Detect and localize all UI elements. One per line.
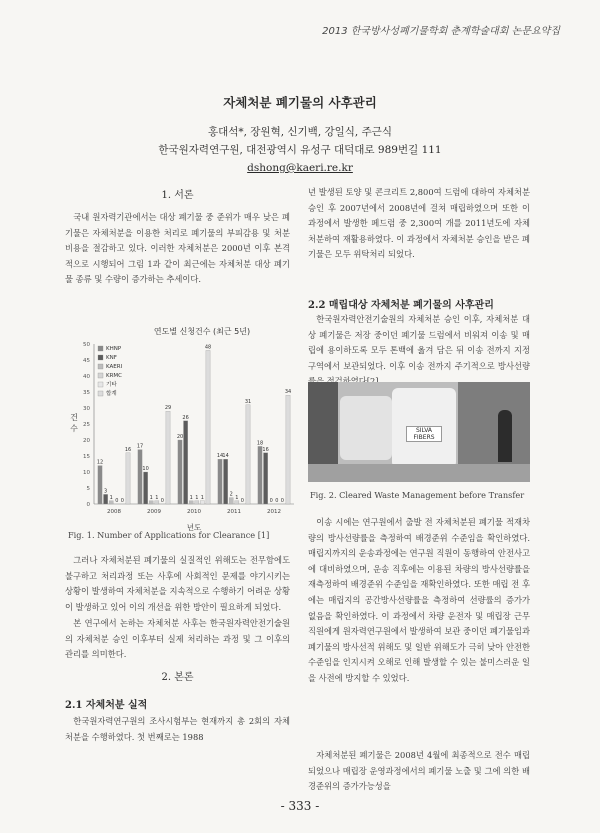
bar-합계-2009 bbox=[166, 411, 170, 504]
y-tick-label: 40 bbox=[83, 374, 90, 380]
paragraph-disposal: 년 발생된 토양 및 콘크리트 2,800여 드럼에 대하여 자체처분 승인 후 2007년에서 2008년에 걸쳐 매립하였으며 또한 이 과정에서 발생한 페드럼 중 2,300여 개를 2011년도에 자체처분하여 재활용하였다. 이 과정에서 자체처분 승인을 받은 폐기물은 모두 위탁처리 되었다. bbox=[308, 187, 530, 260]
bar-value-label: 10 bbox=[142, 466, 149, 472]
ton-bag-left bbox=[340, 396, 392, 460]
bar-KNF-2012 bbox=[264, 453, 268, 504]
paragraph-results: 한국원자력연구원의 조사시험부는 현재까지 총 2회의 자체처분을 수행하였다. 첫 번째로는 1988 bbox=[65, 716, 290, 742]
paragraph-scope: 본 연구에서 논하는 자체처분 사후는 한국원자력안전기술원의 자체처분 승인 이후부터 실제 처리하는 과정 및 그 이후의 관리를 의미한다. bbox=[65, 618, 290, 660]
bar-value-label: 0 bbox=[240, 498, 244, 504]
y-tick-label: 30 bbox=[83, 406, 90, 412]
legend-swatch-KHNP bbox=[98, 346, 103, 351]
legend-swatch-KAERI bbox=[98, 364, 103, 369]
bar-value-label: 34 bbox=[284, 389, 292, 396]
bar-value-label: 2 bbox=[229, 491, 233, 498]
legend-label: KHNP bbox=[106, 346, 122, 352]
paragraph-landfill: 자체처분된 폐기물은 2008년 4월에 최종적으로 전수 매립되었으나 매립장 운영과정에서의 폐기물 노출 및 그에 의한 배경준위의 증가가능성을 bbox=[308, 750, 530, 792]
bar-value-label: 1 bbox=[189, 494, 193, 501]
bar-KHNP-2012 bbox=[258, 446, 262, 504]
legend-swatch-KNF bbox=[98, 355, 103, 360]
bar-KNF-2011 bbox=[224, 459, 228, 504]
bar-value-label: 0 bbox=[115, 498, 119, 504]
legend-label: KRMC bbox=[106, 373, 123, 379]
bar-value-label: 1 bbox=[155, 494, 159, 501]
bar-value-label: 1 bbox=[235, 494, 239, 501]
y-axis-label bbox=[70, 412, 78, 433]
bar-value-label: 16 bbox=[124, 446, 132, 453]
bar-value-label: 31 bbox=[244, 398, 252, 405]
y-tick-label: 35 bbox=[83, 390, 90, 396]
bar-value-label: 1 bbox=[109, 494, 113, 501]
clearance-chart bbox=[62, 320, 302, 532]
bar-value-label: 3 bbox=[104, 488, 108, 495]
bar-KRMC-2011 bbox=[235, 501, 239, 504]
bar-KHNP-2010 bbox=[178, 440, 182, 504]
bar-KHNP-2008 bbox=[98, 466, 102, 504]
figure-2-photo bbox=[308, 382, 530, 482]
y-tick-label: 25 bbox=[83, 422, 90, 428]
bar-KNF-2010 bbox=[184, 421, 188, 504]
ton-bag-center bbox=[392, 388, 456, 468]
bar-value-label: 16 bbox=[262, 446, 269, 453]
section-2-title: 2. 본론 bbox=[161, 672, 194, 683]
bar-KNF-2009 bbox=[144, 472, 148, 504]
worker-figure bbox=[498, 410, 512, 462]
x-tick-label: 2012 bbox=[267, 509, 281, 515]
paper-title: 자체처분 폐기물의 사후관리 bbox=[223, 95, 377, 110]
bar-합계-2008 bbox=[126, 453, 130, 504]
bar-합계-2011 bbox=[246, 405, 250, 504]
bar-value-label: 0 bbox=[120, 498, 124, 504]
author-email: dshong@kaeri.re.kr bbox=[247, 162, 353, 174]
bar-KRMC-2010 bbox=[195, 501, 199, 504]
bar-value-label: 48 bbox=[204, 344, 212, 351]
paragraph-transport: 이송 시에는 연구원에서 출발 전 자체처분된 폐기물 적재차량의 방사선량률을 측정하여 배경준위 수준임을 확인하였다. 매립지까지의 운송과정에는 연구원 직원이 동행하여 안전사고에 대비하였으며, 운송 직후에는 이용된 차량의 방사선량률을 재측정하여 배경준위 수준임을 재확인하였다. 또한 매립 전 후에는 매립지의 공간방사선량률을 측정하여 선량률의 증가가 없음을 확인하였다. 이 과정에서 차량 운전자 및 매립장 근무 직원에게 원자력연구원에서 발생하여 보관 중이던 폐기물임과 폐기물의 방사선적 위해도 및 일반 위해도가 극히 낮아 안전한 수준임을 인지시켜 오해로 인해 발생할 수 있는 불미스러운 일을 사전에 방지할 수 있었다. bbox=[308, 517, 530, 683]
author-affiliation: 한국원자력연구원, 대전광역시 유성구 대덕대로 989번길 111 bbox=[158, 144, 442, 156]
conference-header: 2013 한국방사성폐기물학회 춘계학술대회 논문요약집 bbox=[322, 26, 560, 37]
bar-value-label: 0 bbox=[269, 498, 273, 504]
bar-value-label: 1 bbox=[149, 494, 153, 501]
paragraph-risk: 그러나 자체처분된 폐기물의 실질적인 위해도는 전무함에도 불구하고 처리과정 또는 사후에 사회적인 문제를 야기시키는 상황이 발생하여 자체처분을 지속적으로 수행하기 어려운 상황이 발생하고 있어 이의 개선을 위한 방안이 필요하게 되었다. bbox=[65, 555, 290, 612]
bar-value-label: 0 bbox=[160, 498, 164, 504]
legend-label: 합계 bbox=[106, 391, 117, 397]
section-2-1-title: 2.1 자체처분 실적 bbox=[65, 700, 148, 711]
y-tick-label: 5 bbox=[86, 486, 90, 492]
x-tick-label: 2010 bbox=[187, 509, 201, 515]
y-axis-label-char: 건 bbox=[70, 413, 78, 422]
chart-title: 연도별 신청건수 (최근 5년) bbox=[153, 327, 251, 336]
bar-KRMC-2009 bbox=[155, 501, 159, 504]
bar-value-label: 14 bbox=[216, 453, 224, 460]
legend-swatch-기타 bbox=[98, 382, 103, 387]
intro-paragraph: 국내 원자력기관에서는 대상 폐기물 중 준위가 매우 낮은 폐기물은 자체처분을 이용한 처리로 폐기물의 부피감용 및 처분비용을 절감하고 있다. 이러한 자체처분은 2000년 이후 본격적으로 시행되어 그림 1과 같이 최근에는 자체처분 대상 폐기물 종류 및 수량이 증가하는 추세이다. bbox=[65, 212, 290, 285]
bar-value-label: 0 bbox=[275, 498, 279, 504]
y-tick-label: 10 bbox=[83, 470, 90, 476]
y-tick-label: 15 bbox=[83, 454, 90, 460]
figure-2-caption: Fig. 2. Cleared Waste Management before Transfer bbox=[310, 490, 525, 500]
x-tick-label: 2011 bbox=[227, 509, 241, 515]
page-number: - 333 - bbox=[280, 799, 320, 813]
y-tick-label: 50 bbox=[83, 342, 90, 348]
bar-KHNP-2011 bbox=[218, 459, 222, 504]
bar-value-label: 26 bbox=[182, 414, 189, 421]
y-tick-label: 20 bbox=[83, 438, 90, 444]
bar-value-label: 14 bbox=[222, 453, 229, 460]
figure-1-caption: Fig. 1. Number of Applications for Clearance [1] bbox=[68, 530, 270, 540]
bar-기타-2010 bbox=[200, 501, 204, 504]
x-tick-label: 2009 bbox=[147, 509, 161, 515]
bar-value-label: 0 bbox=[280, 498, 284, 504]
bar-KHNP-2009 bbox=[138, 450, 142, 504]
y-tick-label: 0 bbox=[86, 502, 90, 508]
y-tick-label: 45 bbox=[83, 358, 90, 364]
bag-label: SILVA FIBERS bbox=[406, 426, 442, 442]
bar-value-label: 18 bbox=[256, 440, 264, 447]
bar-value-label: 29 bbox=[164, 405, 172, 412]
bar-KAERI-2009 bbox=[149, 501, 153, 504]
bar-value-label: 20 bbox=[176, 434, 184, 440]
legend-swatch-합계 bbox=[98, 391, 103, 396]
x-axis-label: 년도 bbox=[186, 523, 202, 532]
bar-value-label: 12 bbox=[96, 459, 104, 466]
bar-KAERI-2011 bbox=[229, 498, 233, 504]
legend-label: KNF bbox=[106, 355, 117, 361]
legend-label: 기타 bbox=[106, 382, 117, 388]
section-2-2-title: 2.2 매립대상 자체처분 폐기물의 사후관리 bbox=[308, 300, 494, 311]
bar-KNF-2008 bbox=[104, 494, 108, 504]
bar-합계-2010 bbox=[206, 350, 210, 504]
bar-value-label: 1 bbox=[195, 494, 199, 501]
bar-합계-2012 bbox=[286, 395, 290, 504]
section-1-title: 1. 서론 bbox=[161, 190, 194, 201]
x-tick-label: 2008 bbox=[107, 509, 121, 515]
photo-ground bbox=[308, 464, 530, 482]
author-names: 홍대석*, 장원혁, 신기백, 강일식, 주근식 bbox=[207, 126, 393, 138]
bar-KAERI-2010 bbox=[189, 501, 193, 504]
author-block bbox=[0, 123, 600, 177]
bar-value-label: 1 bbox=[200, 494, 204, 501]
figure-1 bbox=[62, 320, 302, 532]
y-axis-label-char: 수 bbox=[70, 424, 78, 433]
paragraph-storage: 한국원자력안전기술원의 자체처분 승인 이후, 자체처분 대상 폐기물은 저장 중이던 폐기물 드럼에서 비워져 이송 및 매립에 용이하도록 모두 톤백에 옮겨 담은 뒤 이송 전까지 지정 구역에서 보관되었다. 이후 이송 전까지 주기적으로 방사선량 bbox=[308, 314, 530, 371]
legend-label: KAERI bbox=[106, 364, 123, 370]
legend-swatch-KRMC bbox=[98, 373, 103, 378]
bar-KAERI-2008 bbox=[109, 501, 113, 504]
bar-value-label: 17 bbox=[136, 443, 144, 450]
